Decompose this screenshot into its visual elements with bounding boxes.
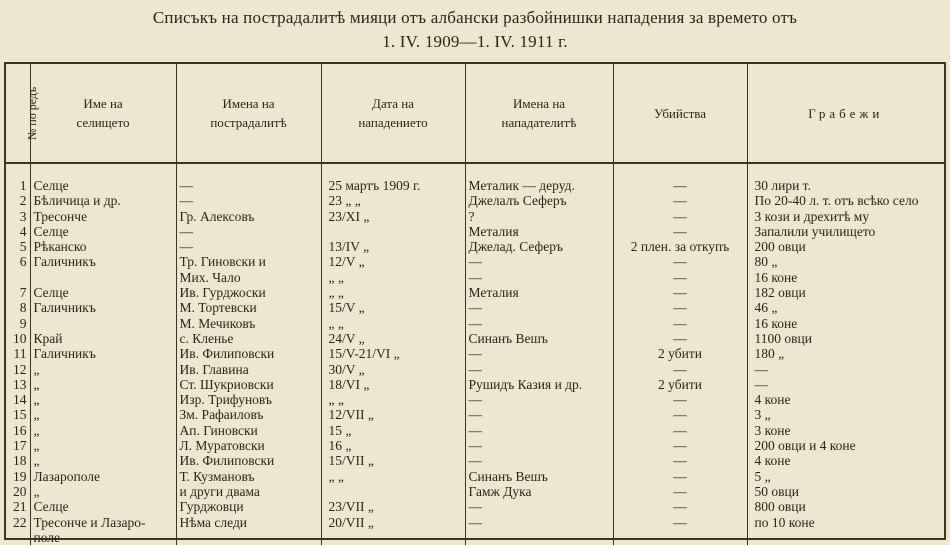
robbery-cell: 5 „ [754,468,771,484]
title-line-2: 1. IV. 1909—1. IV. 1911 г. [382,32,568,51]
murder-cell: 2 убити [613,377,747,392]
victim-cell: Гр. Алексовъ [176,209,321,224]
row-number [6,270,30,285]
victim-cell: — [176,163,321,193]
attacker-cell: Джелалъ Сеферъ [465,193,613,208]
table-row [6,316,944,331]
header-row [6,64,944,163]
murder-cell: — [613,438,747,453]
victim-cell: Зм. Рафаиловъ [176,407,321,422]
table-row [6,377,944,392]
village-cell: „ [30,392,176,407]
row-number: 5 [6,239,30,254]
village-cell: поле [30,530,176,545]
robbery-cell: 200 овци [754,239,806,255]
murder-cell: — [613,163,747,193]
robbery-cell: 16 коне [754,269,798,285]
row-number: 7 [6,285,30,300]
attacker-cell: Джелад. Сеферъ [465,239,613,254]
murder-cell: 2 убити [613,346,747,361]
header-murders: Убийства [613,64,747,163]
victim-cell: Ст. Шукриовски [176,377,321,392]
attacker-cell: — [465,300,613,315]
attacker-cell: — [465,499,613,514]
village-cell: Рѣканско [30,239,176,254]
table-body [6,163,944,545]
victims-table-frame [4,62,946,545]
victim-cell: Изр. Трифуновъ [176,392,321,407]
attacker-cell: ? [465,209,613,224]
table-row [6,469,944,484]
village-cell: „ [30,377,176,392]
table-row [6,285,944,300]
table-row [6,193,944,208]
date-cell: 23/VII „ [321,499,465,514]
date-cell: 24/V „ [321,331,465,346]
date-cell: 23 „ „ [321,193,465,208]
attacker-cell: — [465,362,613,377]
attacker-cell: Металия [465,224,613,239]
victim-cell: — [176,239,321,254]
murder-cell: — [613,285,747,300]
robbery-cell: 3 „ [754,407,771,423]
attacker-cell: Металик — деруд. [465,163,613,193]
attacker-cell: — [465,392,613,407]
row-number: 13 [6,377,30,392]
date-cell: 30/V „ [321,362,465,377]
village-cell: Тресонче [30,209,176,224]
table-row [6,407,944,422]
victim-cell: Нѣма следи [176,515,321,530]
row-number: 17 [6,438,30,453]
village-cell: „ [30,438,176,453]
murder-cell: — [613,392,747,407]
victim-cell: Тр. Гиновски и [176,254,321,269]
row-number: 11 [6,346,30,361]
robbery-cell: 3 коне [754,422,791,438]
robbery-cell: 180 „ [754,346,785,362]
village-cell: „ [30,484,176,499]
victim-cell: Ив. Филиповски [176,453,321,468]
attacker-cell: — [465,407,613,422]
row-number: 15 [6,407,30,422]
robbery-cell: по 10 коне [754,514,815,530]
table-row [6,423,944,438]
village-cell: „ [30,423,176,438]
row-number: 12 [6,362,30,377]
murder-cell: — [613,300,747,315]
robbery-cell: 16 коне [754,315,798,331]
village-cell: Тресонче и Лазаро- [30,515,176,530]
murder-cell: — [613,270,747,285]
attacker-cell: — [465,515,613,530]
village-cell: Лазарополе [30,469,176,484]
date-cell: 16 „ [321,438,465,453]
date-cell [321,224,465,239]
victim-cell: с. Кленье [176,331,321,346]
village-cell: „ [30,362,176,377]
attacker-cell: Синанъ Вешъ [465,469,613,484]
attacker-cell: — [465,453,613,468]
table-row [6,499,944,514]
header-number: № по редъ [6,64,30,163]
table-row [6,209,944,224]
victim-cell: Ив. Гурджоски [176,285,321,300]
title-line-1: Списъкъ на пострадалитѣ мияци отъ албански разбойнишки нападения за времето отъ [152,8,798,27]
village-cell: Селце [30,224,176,239]
village-cell: Край [30,331,176,346]
table-row [6,392,944,407]
victim-cell: Мих. Чало [176,270,321,285]
robbery-cell: 1100 овци [754,330,812,346]
date-cell: „ „ [321,316,465,331]
murder-cell: — [613,484,747,499]
date-cell: 23/XI „ [321,209,465,224]
attacker-cell: — [465,270,613,285]
table-row [6,270,944,285]
date-cell [321,484,465,499]
table-row [6,515,944,530]
murder-cell: — [613,254,747,269]
robbery-cell: 50 овци [754,483,799,499]
date-cell: „ „ [321,392,465,407]
date-cell: 12/V „ [321,254,465,269]
victim-cell: Гурджовци [176,499,321,514]
table-row [6,484,944,499]
victims-table [6,64,944,545]
village-cell [30,270,176,285]
date-cell: 20/VII „ [321,515,465,530]
date-cell: 15/V-21/VI „ [321,346,465,361]
victim-cell: — [176,193,321,208]
header-victims: Имена на пострадалитѣ [176,64,321,163]
robbery-cell: 3 кози и дрехитѣ му [754,208,870,224]
table-row [6,163,944,193]
attacker-cell: — [465,254,613,269]
row-number: 4 [6,224,30,239]
row-number: 22 [6,515,30,530]
row-number: 9 [6,316,30,331]
attacker-cell: — [465,316,613,331]
robbery-cell: — [754,361,768,377]
row-number: 18 [6,453,30,468]
date-cell: 18/VI „ [321,377,465,392]
header-attackers: Имена на нападателитѣ [465,64,613,163]
row-number: 6 [6,254,30,269]
robbery-cell: 46 „ [754,300,778,316]
robbery-cell: 200 овци и 4 коне [754,438,856,454]
village-cell: Селце [30,499,176,514]
row-number: 1 [6,163,30,193]
table-row [6,239,944,254]
row-number: 21 [6,499,30,514]
murder-cell: — [613,331,747,346]
row-number: 3 [6,209,30,224]
robbery-cell: 80 „ [754,254,778,270]
victim-cell: Л. Муратовски [176,438,321,453]
row-number: 20 [6,484,30,499]
victim-cell: — [176,224,321,239]
date-cell: 12/VII „ [321,407,465,422]
table-row [6,346,944,361]
murder-cell: — [613,193,747,208]
table-row [6,362,944,377]
date-cell: 13/IV „ [321,239,465,254]
table-row [6,300,944,315]
table-row [6,453,944,468]
robbery-cell: 4 коне [754,453,791,469]
victim-cell: и други двама [176,484,321,499]
murder-cell: — [613,453,747,468]
row-number: 8 [6,300,30,315]
date-cell: „ „ [321,469,465,484]
row-number: 19 [6,469,30,484]
date-cell: 15/V „ [321,300,465,315]
attacker-cell: Рушидъ Казия и др. [465,377,613,392]
murder-cell: 2 плен. за откупъ [613,239,747,254]
murder-cell: — [613,209,747,224]
victim-cell: Т. Кузмановъ [176,469,321,484]
row-number: 14 [6,392,30,407]
date-cell: 15/VII „ [321,453,465,468]
attacker-cell: — [465,438,613,453]
robbery-cell: 800 овци [754,499,806,515]
murder-cell: — [613,423,747,438]
village-cell: Галичникъ [30,300,176,315]
village-cell: Галичникъ [30,254,176,269]
murder-cell: — [613,316,747,331]
table-row [6,331,944,346]
village-cell: Галичникъ [30,346,176,361]
village-cell [30,316,176,331]
robbery-cell: — [754,376,768,392]
row-number: 2 [6,193,30,208]
murder-cell: — [613,407,747,422]
attacker-cell: Гамж Дука [465,484,613,499]
village-cell: Селце [30,285,176,300]
header-date: Дата на нападението [321,64,465,163]
header-village: Име на селището [30,64,176,163]
attacker-cell: — [465,346,613,361]
victim-cell: Ив. Главина [176,362,321,377]
date-cell: „ „ [321,270,465,285]
victim-cell: Ив. Филиповски [176,346,321,361]
village-cell: Бѣличица и др. [30,193,176,208]
murder-cell: — [613,469,747,484]
robbery-cell: 4 коне [754,392,791,408]
attacker-cell: Синанъ Вешъ [465,331,613,346]
table-row [6,438,944,453]
victim-cell: М. Тортевски [176,300,321,315]
murder-cell: — [613,362,747,377]
murder-cell: — [613,499,747,514]
row-number: 16 [6,423,30,438]
robbery-cell: 30 лири т. [754,178,811,193]
village-cell: „ [30,453,176,468]
header-robberies: Грабежи [747,64,944,163]
victim-cell: Ап. Гиновски [176,423,321,438]
document-title [0,6,950,54]
village-cell: „ [30,407,176,422]
robbery-cell: По 20-40 л. т. отъ всѣко село [754,193,919,209]
date-cell: 25 мартъ 1909 г. [321,163,465,193]
village-cell: Селце [30,163,176,193]
victim-cell: М. Мечиковъ [176,316,321,331]
robbery-cell: Запалили училището [754,223,876,239]
date-cell: 15 „ [321,423,465,438]
attacker-cell: Металия [465,285,613,300]
robbery-cell: 182 овци [754,285,806,301]
murder-cell: — [613,224,747,239]
table-row [6,254,944,269]
date-cell: „ „ [321,285,465,300]
table-row [6,224,944,239]
murder-cell: — [613,515,747,530]
attacker-cell: — [465,423,613,438]
row-number: 10 [6,331,30,346]
